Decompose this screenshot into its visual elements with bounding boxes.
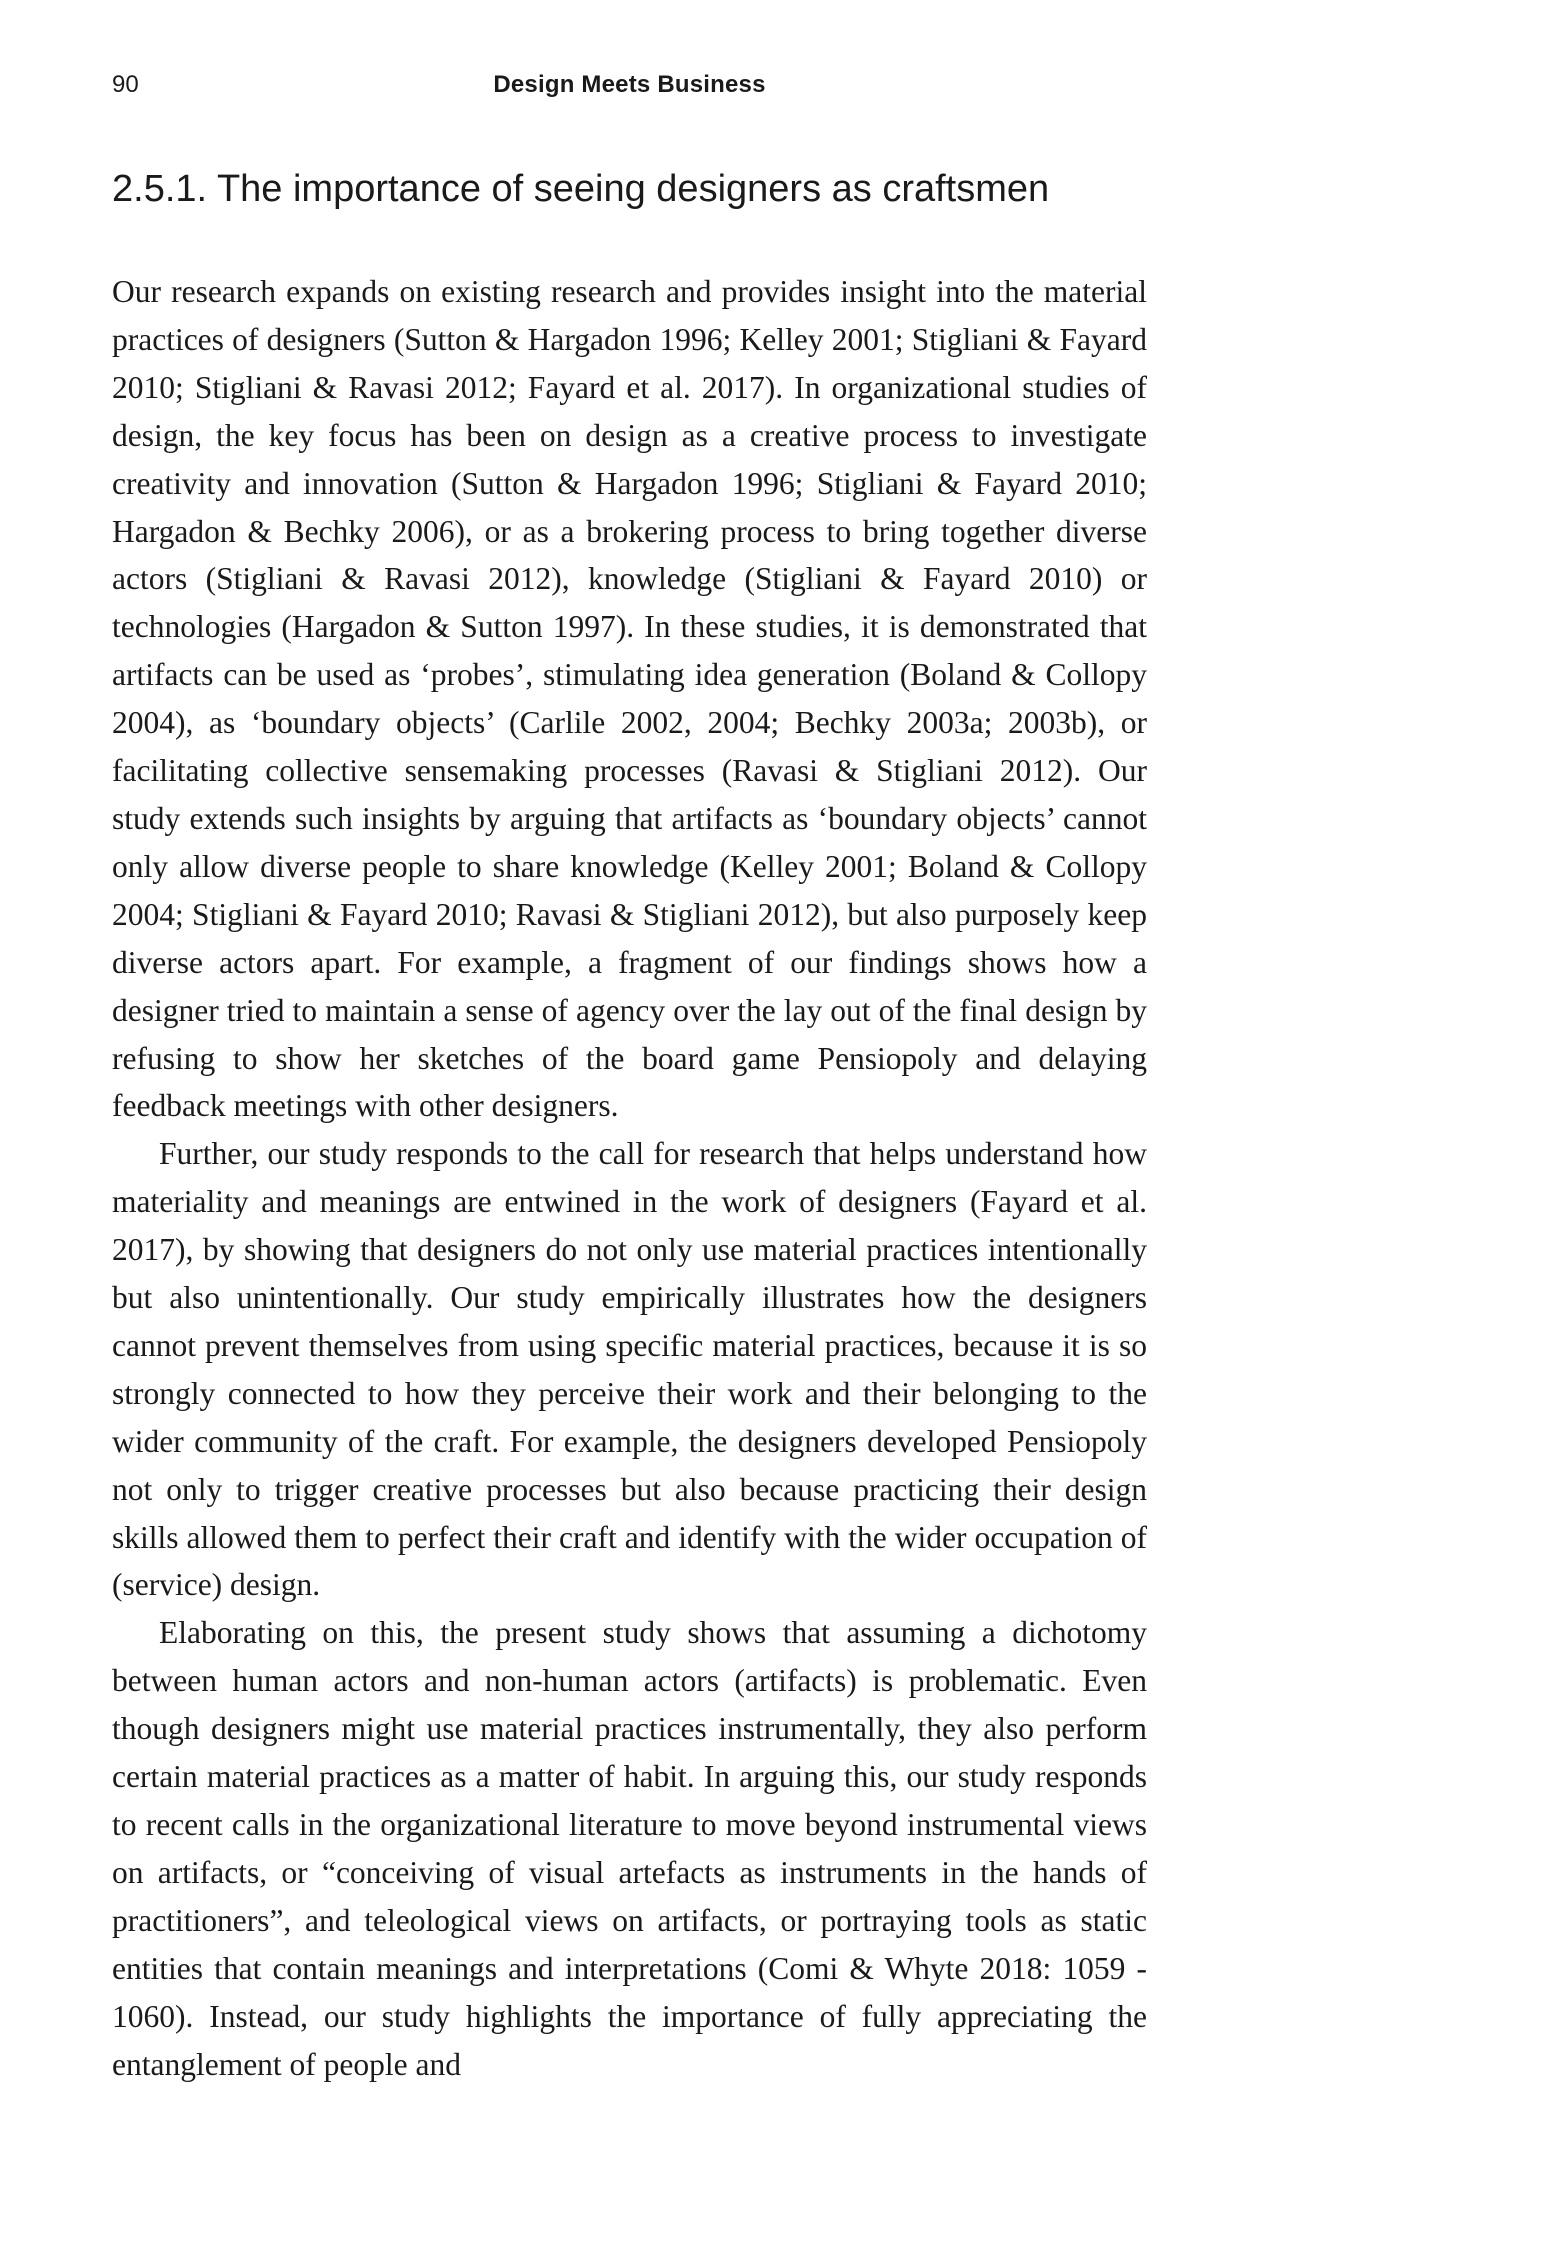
paragraph: Elaborating on this, the present study shows that assuming a dichotomy between human actors and non-human actors (artifacts) is problematic. Even though designers might use material practices instrumentally, they also perform certain material practices as a matter of habit. In arguing this, our study responds to recent calls in the organizational literature to move beyond instrumental views on artifacts, or “conceiving of visual artefacts as instruments in the hands of practitioners”, and teleological views on artifacts, or portraying tools as static entities that contain meanings and interpretations (Comi & Whyte 2018: 1059 - 1060). Instead, our study highlights the importance of fully appreciating the entanglement of people and: [112, 1615, 1147, 2082]
running-head: [112, 68, 1147, 102]
page-number: 90: [112, 71, 139, 98]
paragraph: Further, our study responds to the call for research that helps understand how materiality and meanings are entwined in the work of designers (Fayard et al. 2017), by showing that designers do not only use material practices intentionally but also unintentionally. Our study empirically illustrates how the designers cannot prevent themselves from using specific material practices, because it is so strongly connected to how they perceive their work and their belonging to the wider community of the craft. For example, the designers developed Pensiopoly not only to trigger creative processes but also because practicing their design skills allowed them to perfect their craft and identify with the wider occupation of (service) design.: [112, 1136, 1147, 1603]
paragraph: Our research expands on existing research and provides insight into the material practices of designers (Sutton & Hargadon 1996; Kelley 2001; Stigliani & Fayard 2010; Stigliani & Ravasi 2012; Fayard et al. 2017). In organizational studies of design, the key focus has been on design as a creative process to investigate creativity and innovation (Sutton & Hargadon 1996; Stigliani & Fayard 2010; Hargadon & Bechky 2006), or as a brokering process to bring together diverse actors (Stigliani & Ravasi 2012), knowledge (Stigliani & Fayard 2010) or technologies (Hargadon & Sutton 1997). In these studies, it is demonstrated that artifacts can be used as ‘probes’, stimulating idea generation (Boland & Collopy 2004), as ‘boundary objects’ (Carlile 2002, 2004; Bechky 2003a; 2003b), or facilitating collective sensemaking processes (Ravasi & Stigliani 2012). Our study extends such insights by arguing that artifacts as ‘boundary objects’ cannot only allow diverse people to share knowledge (Kelley 2001; Boland & Collopy 2004; Stigliani & Fayard 2010; Ravasi & Stigliani 2012), but also purposely keep diverse actors apart. For example, a fragment of our findings shows how a designer tried to maintain a sense of agency over the lay out of the final design by refusing to show her sketches of the board game Pensiopoly and delaying feedback meetings with other designers.: [112, 274, 1147, 1124]
running-title: Design Meets Business: [493, 71, 766, 98]
section-heading: 2.5.1. The importance of seeing designers as craftsmen: [112, 168, 1050, 210]
body-text: [112, 268, 1147, 2088]
